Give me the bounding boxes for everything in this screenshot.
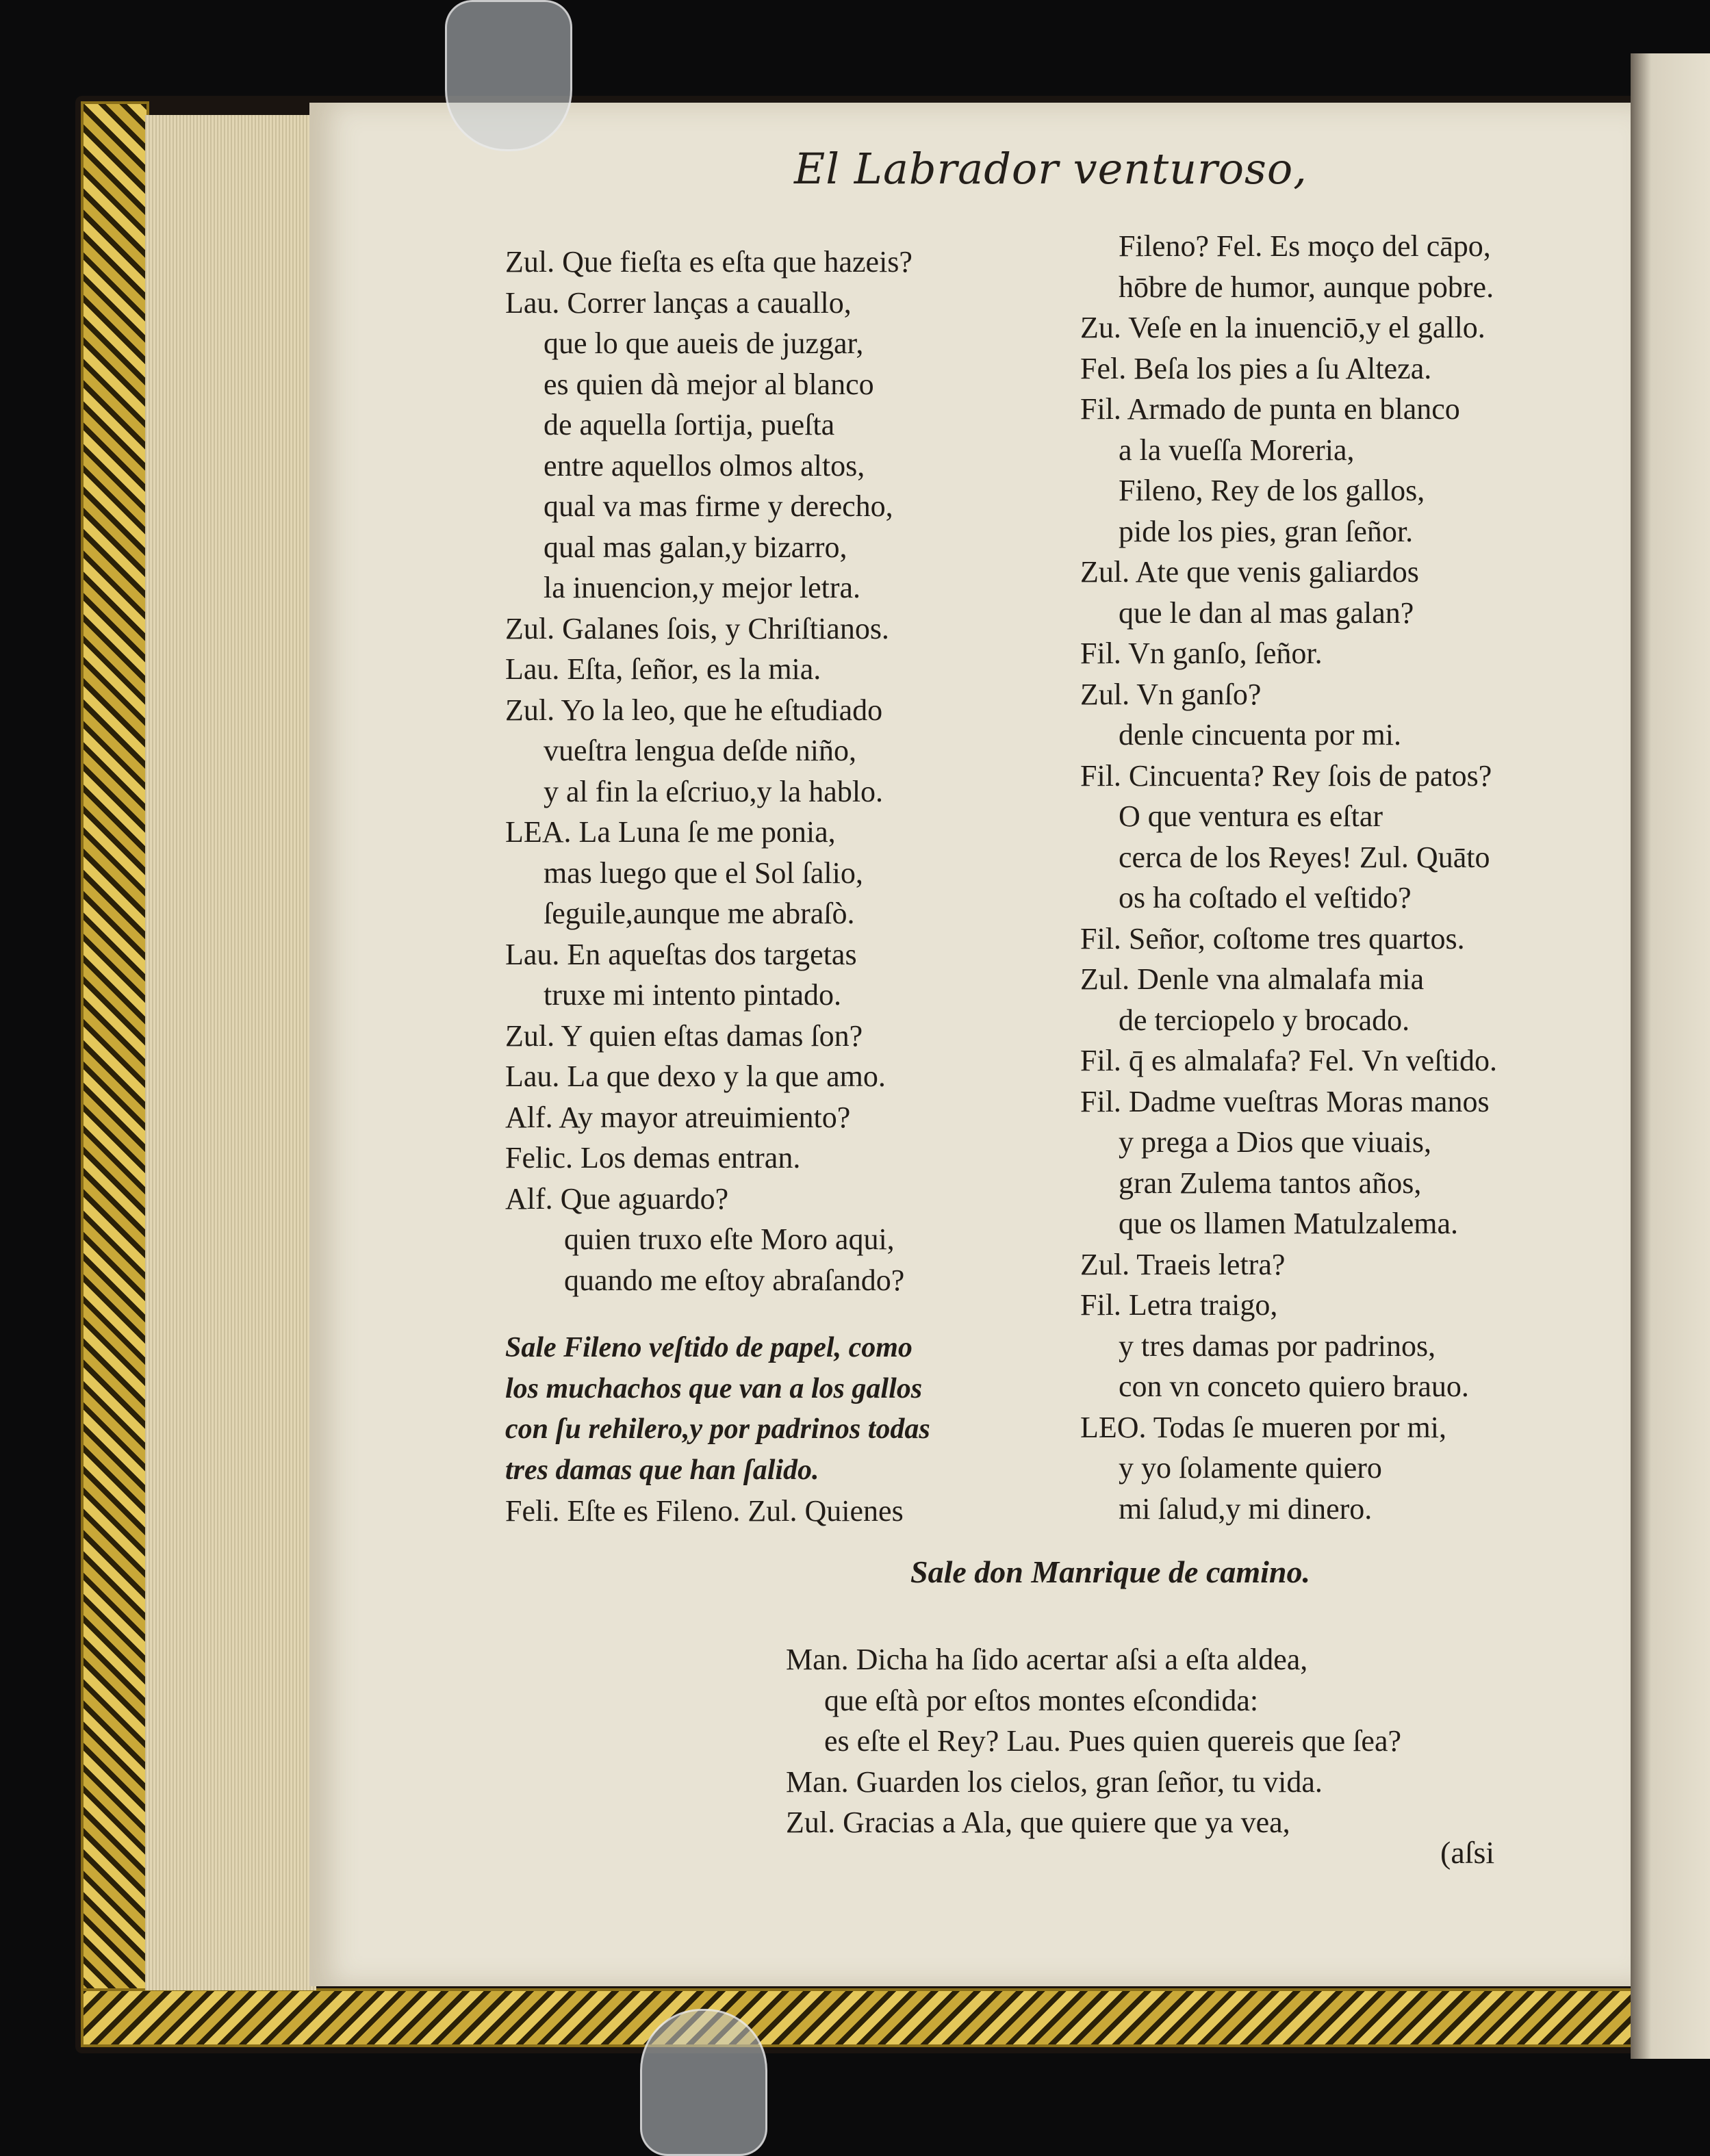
stage-direction-center: Sale don Manrique de camino. — [910, 1554, 1311, 1589]
gilt-edge-left — [81, 101, 149, 2044]
left_column-line: qual va mas firme y derecho, — [544, 489, 893, 523]
left_column-line: de aquella ſortija, pueſta — [544, 408, 835, 441]
right_column-line: cerca de los Reyes! Zul. Quāto — [1119, 840, 1490, 874]
left_column-line: entre aquellos olmos altos, — [544, 448, 865, 483]
left_column-line: Felic. Los demas entran. — [505, 1141, 801, 1175]
right_column-line: y tres damas por padrinos, — [1119, 1329, 1436, 1363]
right_column-line: y yo ſolamente quiero — [1119, 1451, 1382, 1485]
right_column-line: Fil. Cincuenta? Rey ſois de patos? — [1080, 758, 1492, 793]
bottom_lines-line: Man. Guarden los cielos, gran ſeñor, tu vida. — [786, 1764, 1323, 1799]
right_column-line: Fel. Beſa los pies a ſu Alteza. — [1080, 351, 1432, 385]
left_column-line: qual mas galan,y bizarro, — [544, 530, 847, 564]
bottom-verse-block — [786, 1639, 1401, 1843]
right_column-line: hōbre de humor, aunque pobre. — [1119, 270, 1494, 304]
running-head: El Labrador venturoso, — [794, 144, 1307, 194]
right_column-line: os ha coſtado el veſtido? — [1119, 881, 1412, 914]
right_column-line: Fileno, Rey de los gallos, — [1119, 474, 1425, 507]
left_column-line: quien truxo eſte Moro aqui, — [564, 1222, 895, 1256]
right_column-line: que le dan al mas galan? — [1119, 595, 1414, 630]
left_column-line: la inuencion,y mejor letra. — [544, 571, 861, 604]
right_column-line: Fileno? Fel. Es moço del cāpo, — [1119, 229, 1491, 263]
left_column-line: Zul. Que fieſta es eſta que hazeis? — [505, 245, 913, 279]
left_column-line: Lau. En aqueſtas dos targetas — [505, 937, 857, 971]
bottom_lines-line: que eſtà por eſtos montes eſcondida: — [824, 1683, 1259, 1717]
right_column-line: Fil. Letra traigo, — [1080, 1288, 1278, 1322]
glass-clamp-top — [445, 0, 572, 151]
left_column-line: Alf. Que aguardo? — [505, 1181, 729, 1216]
right_column-line: mi ſalud,y mi dinero. — [1119, 1491, 1373, 1526]
left_column-line: quando me eſtoy abraſando? — [564, 1263, 905, 1297]
right_column-line: Zul. Vn ganſo? — [1080, 677, 1262, 711]
bottom_lines-line: Man. Dicha ha ſido acertar aſsi a eſta aldea, — [786, 1643, 1308, 1676]
right_column-line: Fil. Señor, coſtome tres quartos. — [1080, 921, 1465, 955]
right_column-line: Zul. Denle vna almalafa mia — [1080, 962, 1425, 996]
right_column-line: pide los pies, gran ſeñor. — [1119, 514, 1414, 548]
right_column-line: denle cincuenta por mi. — [1119, 718, 1401, 752]
glass-clamp-bottom — [640, 2009, 767, 2156]
stage-direction-line: con ſu rehilero,y por padrinos todas — [505, 1413, 930, 1445]
left_column-line: truxe mi intento pintado. — [544, 978, 842, 1012]
left_column-line: Lau. La que dexo y la que amo. — [505, 1060, 886, 1093]
right_column-line: a la vueſſa Moreria, — [1119, 433, 1355, 467]
right_column-line: de terciopelo y brocado. — [1119, 1003, 1410, 1037]
right_column-line: LEO. Todas ſe mueren por mi, — [1080, 1410, 1446, 1444]
left_column-line: que lo que aueis de juzgar, — [544, 326, 864, 360]
right_column-line: gran Zulema tantos años, — [1119, 1166, 1422, 1200]
left_column-line: Alf. Ay mayor atreuimiento? — [505, 1100, 851, 1134]
left_column-line: Lau. Eſta, ſeñor, es la mia. — [505, 652, 821, 686]
bottom_lines-line: es eſte el Rey? Lau. Pues quien quereis que ſea? — [824, 1724, 1402, 1758]
stage-direction-line: Sale Fileno veſtido de papel, como — [505, 1332, 913, 1363]
right_column-line: que os llamen Matulzalema. — [1119, 1207, 1459, 1240]
stage-direction-line: tres damas que han ſalido. — [505, 1454, 819, 1486]
left_column-line: Zul. Yo la leo, que he eſtudiado — [505, 693, 883, 727]
page-edges — [145, 115, 316, 1990]
right_column-line: Fil. Armado de punta en blanco — [1080, 392, 1460, 426]
left_column-line: es quien dà mejor al blanco — [544, 367, 874, 401]
right_column-line: Zul. Ate que venis galiardos — [1080, 555, 1419, 589]
right_column-line: con vn conceto quiero brauo. — [1119, 1370, 1469, 1403]
right_column-line: Fil. q̄ es almalafa? Fel. Vn veſtido. — [1080, 1044, 1497, 1077]
left-column — [505, 242, 930, 1532]
stage-direction-line: los muchachos que van a los gallos — [505, 1372, 923, 1404]
left_column-line: Zul. Galanes ſois, y Chriſtianos. — [505, 611, 889, 645]
right_column-line: Fil. Dadme vueſtras Moras manos — [1080, 1084, 1490, 1118]
gilt-edge-bottom — [81, 1988, 1647, 2047]
bottom_lines-line: Zul. Gracias a Ala, que quiere que ya vea, — [786, 1806, 1290, 1839]
right_column-line: Zul. Traeis letra? — [1080, 1247, 1286, 1281]
facing-page — [1631, 53, 1710, 2059]
left_column-line: LEA. La Luna ſe me ponia, — [505, 815, 836, 849]
catchword: (aſsi — [1440, 1835, 1495, 1870]
right_column-line: O que ventura es eſtar — [1119, 799, 1383, 833]
spacer — [505, 1300, 930, 1328]
right_column-line: y prega a Dios que viuais, — [1119, 1125, 1431, 1159]
right_column-line: Fil. Vn ganſo, ſeñor. — [1080, 637, 1323, 670]
left_column-line: ſeguile,aunque me abraſò. — [544, 897, 855, 930]
right-column — [1080, 226, 1497, 1529]
left_column-line: y al fin la eſcriuo,y la hablo. — [544, 774, 884, 808]
left_column-line: Zul. Y quien eſtas damas ſon? — [505, 1018, 863, 1053]
left_column-line: Lau. Correr lanças a cauallo, — [505, 285, 852, 320]
left_column-line: mas luego que el Sol ſalio, — [544, 856, 863, 890]
left_column-line: vueſtra lengua deſde niño, — [544, 734, 856, 767]
left-column-line: Feli. Eſte es Fileno. Zul. Quienes — [505, 1494, 904, 1528]
right_column-line: Zu. Veſe en la inuenciō,y el gallo. — [1080, 311, 1485, 344]
